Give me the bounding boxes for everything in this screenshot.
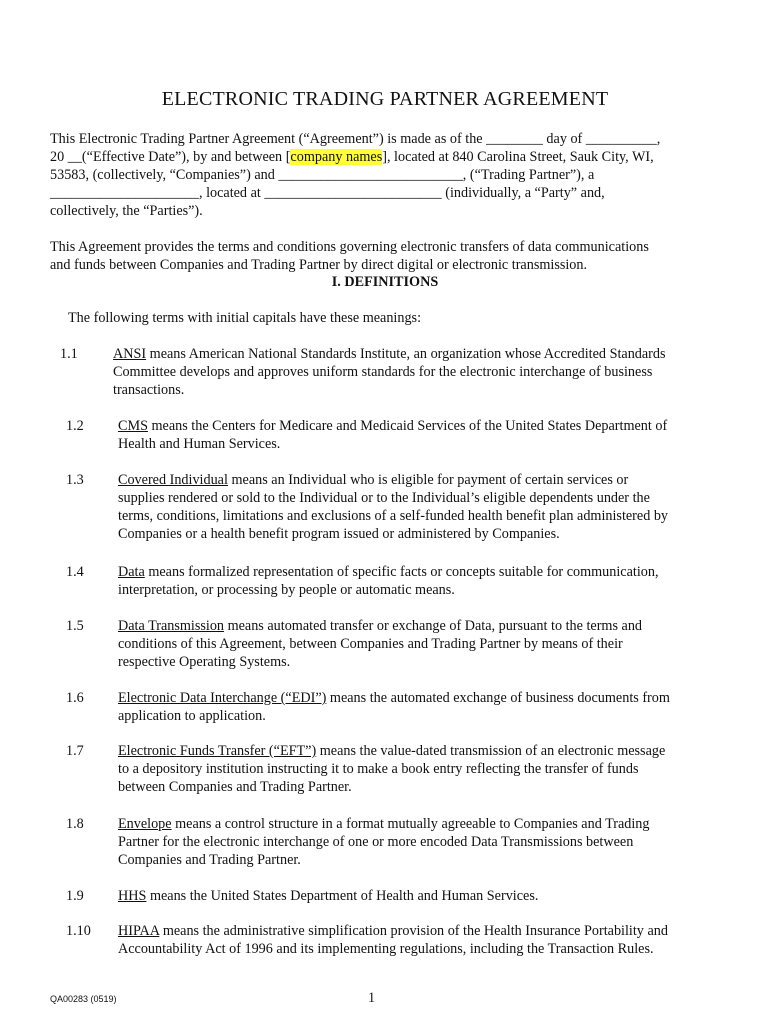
definition-line: Health and Human Services. bbox=[118, 436, 281, 452]
defined-term: Data bbox=[118, 564, 145, 580]
purpose-line: This Agreement provides the terms and conditions governing electronic transfers of data communications bbox=[50, 239, 649, 255]
definition-line: interpretation, or processing by people or automatic means. bbox=[118, 582, 455, 598]
section-heading-definitions: I. DEFINITIONS bbox=[331, 274, 439, 290]
definition-line: terms, conditions, limitations and exclusions of a self-funded health benefit plan administered by bbox=[118, 508, 669, 524]
definition-number: 1.7 bbox=[66, 743, 84, 759]
definition-number: 1.3 bbox=[66, 472, 84, 488]
definition-text bbox=[118, 617, 718, 671]
defined-term: Covered Individual bbox=[118, 472, 228, 488]
definition-number: 1.10 bbox=[66, 923, 91, 939]
definition-line: Partner for the electronic interchange of one or more encoded Data Transmissions between bbox=[118, 834, 634, 850]
definition-text bbox=[118, 689, 718, 725]
definition-line: to a depository institution instructing it to make a book entry reflecting the transfer of funds bbox=[118, 761, 639, 777]
defined-term: ANSI bbox=[113, 346, 147, 362]
definition-text bbox=[118, 417, 718, 453]
definition-text bbox=[118, 887, 718, 905]
definition-line-text: means the value-dated transmission of an electronic message bbox=[316, 743, 666, 759]
definition-line bbox=[118, 417, 718, 435]
preamble-text: 20 __(“Effective Date”), by and between [ bbox=[50, 149, 291, 165]
definition-number: 1.1 bbox=[60, 346, 78, 362]
defined-term: HIPAA bbox=[118, 923, 160, 939]
definition-line: Accountability Act of 1996 and its implementing regulations, including the Transaction Rules. bbox=[118, 941, 654, 957]
definition-line: conditions of this Agreement, between Companies and Trading Partner by means of their bbox=[118, 636, 623, 652]
definition-line-text: means American National Standards Institute, an organization whose Accredited Standards bbox=[146, 346, 666, 362]
definition-line bbox=[113, 345, 713, 363]
preamble-line: 53583, (collectively, “Companies”) and __________________________, (“Trading Partner”), a bbox=[50, 167, 595, 183]
definition-text bbox=[118, 742, 718, 796]
definition-text bbox=[118, 815, 718, 869]
document-code: QA00283 (0519) bbox=[50, 994, 117, 1004]
definition-line-text: means the administrative simplification provision of the Health Insurance Portability and bbox=[159, 923, 668, 939]
defined-term: CMS bbox=[118, 418, 148, 434]
preamble-line: _____________________, located at _________________________ (individually, a “Party” and, bbox=[50, 185, 605, 201]
defined-term: Envelope bbox=[118, 816, 172, 832]
definition-text bbox=[118, 563, 718, 599]
definition-line bbox=[118, 815, 718, 833]
purpose-line: and funds between Companies and Trading Partner by direct digital or electronic transmission. bbox=[50, 257, 588, 273]
defined-term: HHS bbox=[118, 888, 147, 904]
page-number: 1 bbox=[368, 990, 376, 1006]
definition-line: supplies rendered or sold to the Individual or to the Individual’s eligible dependents under the bbox=[118, 490, 650, 506]
definition-line: application to application. bbox=[118, 708, 266, 724]
definition-line-text: means an Individual who is eligible for payment of certain services or bbox=[227, 472, 629, 488]
definition-line bbox=[118, 471, 718, 489]
definition-text bbox=[118, 471, 718, 543]
defined-term: Electronic Funds Transfer (“EFT”) bbox=[118, 743, 317, 759]
definition-number: 1.6 bbox=[66, 690, 84, 706]
definition-line bbox=[118, 689, 718, 707]
definition-line-text: means the automated exchange of business documents from bbox=[326, 690, 670, 706]
definition-line-text: means automated transfer or exchange of Data, pursuant to the terms and bbox=[224, 618, 643, 634]
definition-number: 1.4 bbox=[66, 564, 84, 580]
preamble-text: ], located at 840 Carolina Street, Sauk City, WI, bbox=[382, 149, 654, 165]
defined-term: Electronic Data Interchange (“EDI”) bbox=[118, 690, 327, 706]
definition-line: Committee develops and approves uniform standards for the electronic interchange of business bbox=[113, 364, 653, 380]
definition-number: 1.2 bbox=[66, 418, 84, 434]
highlighted-company-names: company names bbox=[290, 149, 383, 165]
definition-line: between Companies and Trading Partner. bbox=[118, 779, 352, 795]
preamble-line: This Electronic Trading Partner Agreement (“Agreement”) is made as of the ________ day of __________, bbox=[50, 131, 661, 147]
definition-line bbox=[118, 887, 718, 905]
definition-line: Companies and Trading Partner. bbox=[118, 852, 301, 868]
definitions-intro: The following terms with initial capitals have these meanings: bbox=[68, 310, 422, 326]
definition-line bbox=[118, 563, 718, 581]
document-title: ELECTRONIC TRADING PARTNER AGREEMENT bbox=[161, 88, 609, 110]
definition-line bbox=[118, 742, 718, 760]
definition-line bbox=[118, 617, 718, 635]
definition-line-text: means formalized representation of specific facts or concepts suitable for communication, bbox=[144, 564, 659, 580]
definition-line bbox=[118, 922, 718, 940]
definition-line-text: means a control structure in a format mutually agreeable to Companies and Trading bbox=[171, 816, 650, 832]
definition-number: 1.5 bbox=[66, 618, 84, 634]
definition-text bbox=[118, 922, 718, 958]
defined-term: Data Transmission bbox=[118, 618, 225, 634]
preamble-line: collectively, the “Parties”). bbox=[50, 203, 203, 219]
definition-line: transactions. bbox=[113, 382, 185, 398]
definition-line: Companies or a health benefit program issued or administered by Companies. bbox=[118, 526, 560, 542]
preamble-paragraph bbox=[50, 130, 720, 220]
definition-number: 1.9 bbox=[66, 888, 84, 904]
definition-line-text: means the Centers for Medicare and Medicaid Services of the United States Department of bbox=[147, 418, 668, 434]
definition-line: respective Operating Systems. bbox=[118, 654, 291, 670]
preamble-line bbox=[50, 148, 720, 166]
purpose-paragraph bbox=[50, 238, 720, 274]
definition-number: 1.8 bbox=[66, 816, 84, 832]
definition-line-text: means the United States Department of Health and Human Services. bbox=[146, 888, 539, 904]
definition-text bbox=[113, 345, 713, 399]
